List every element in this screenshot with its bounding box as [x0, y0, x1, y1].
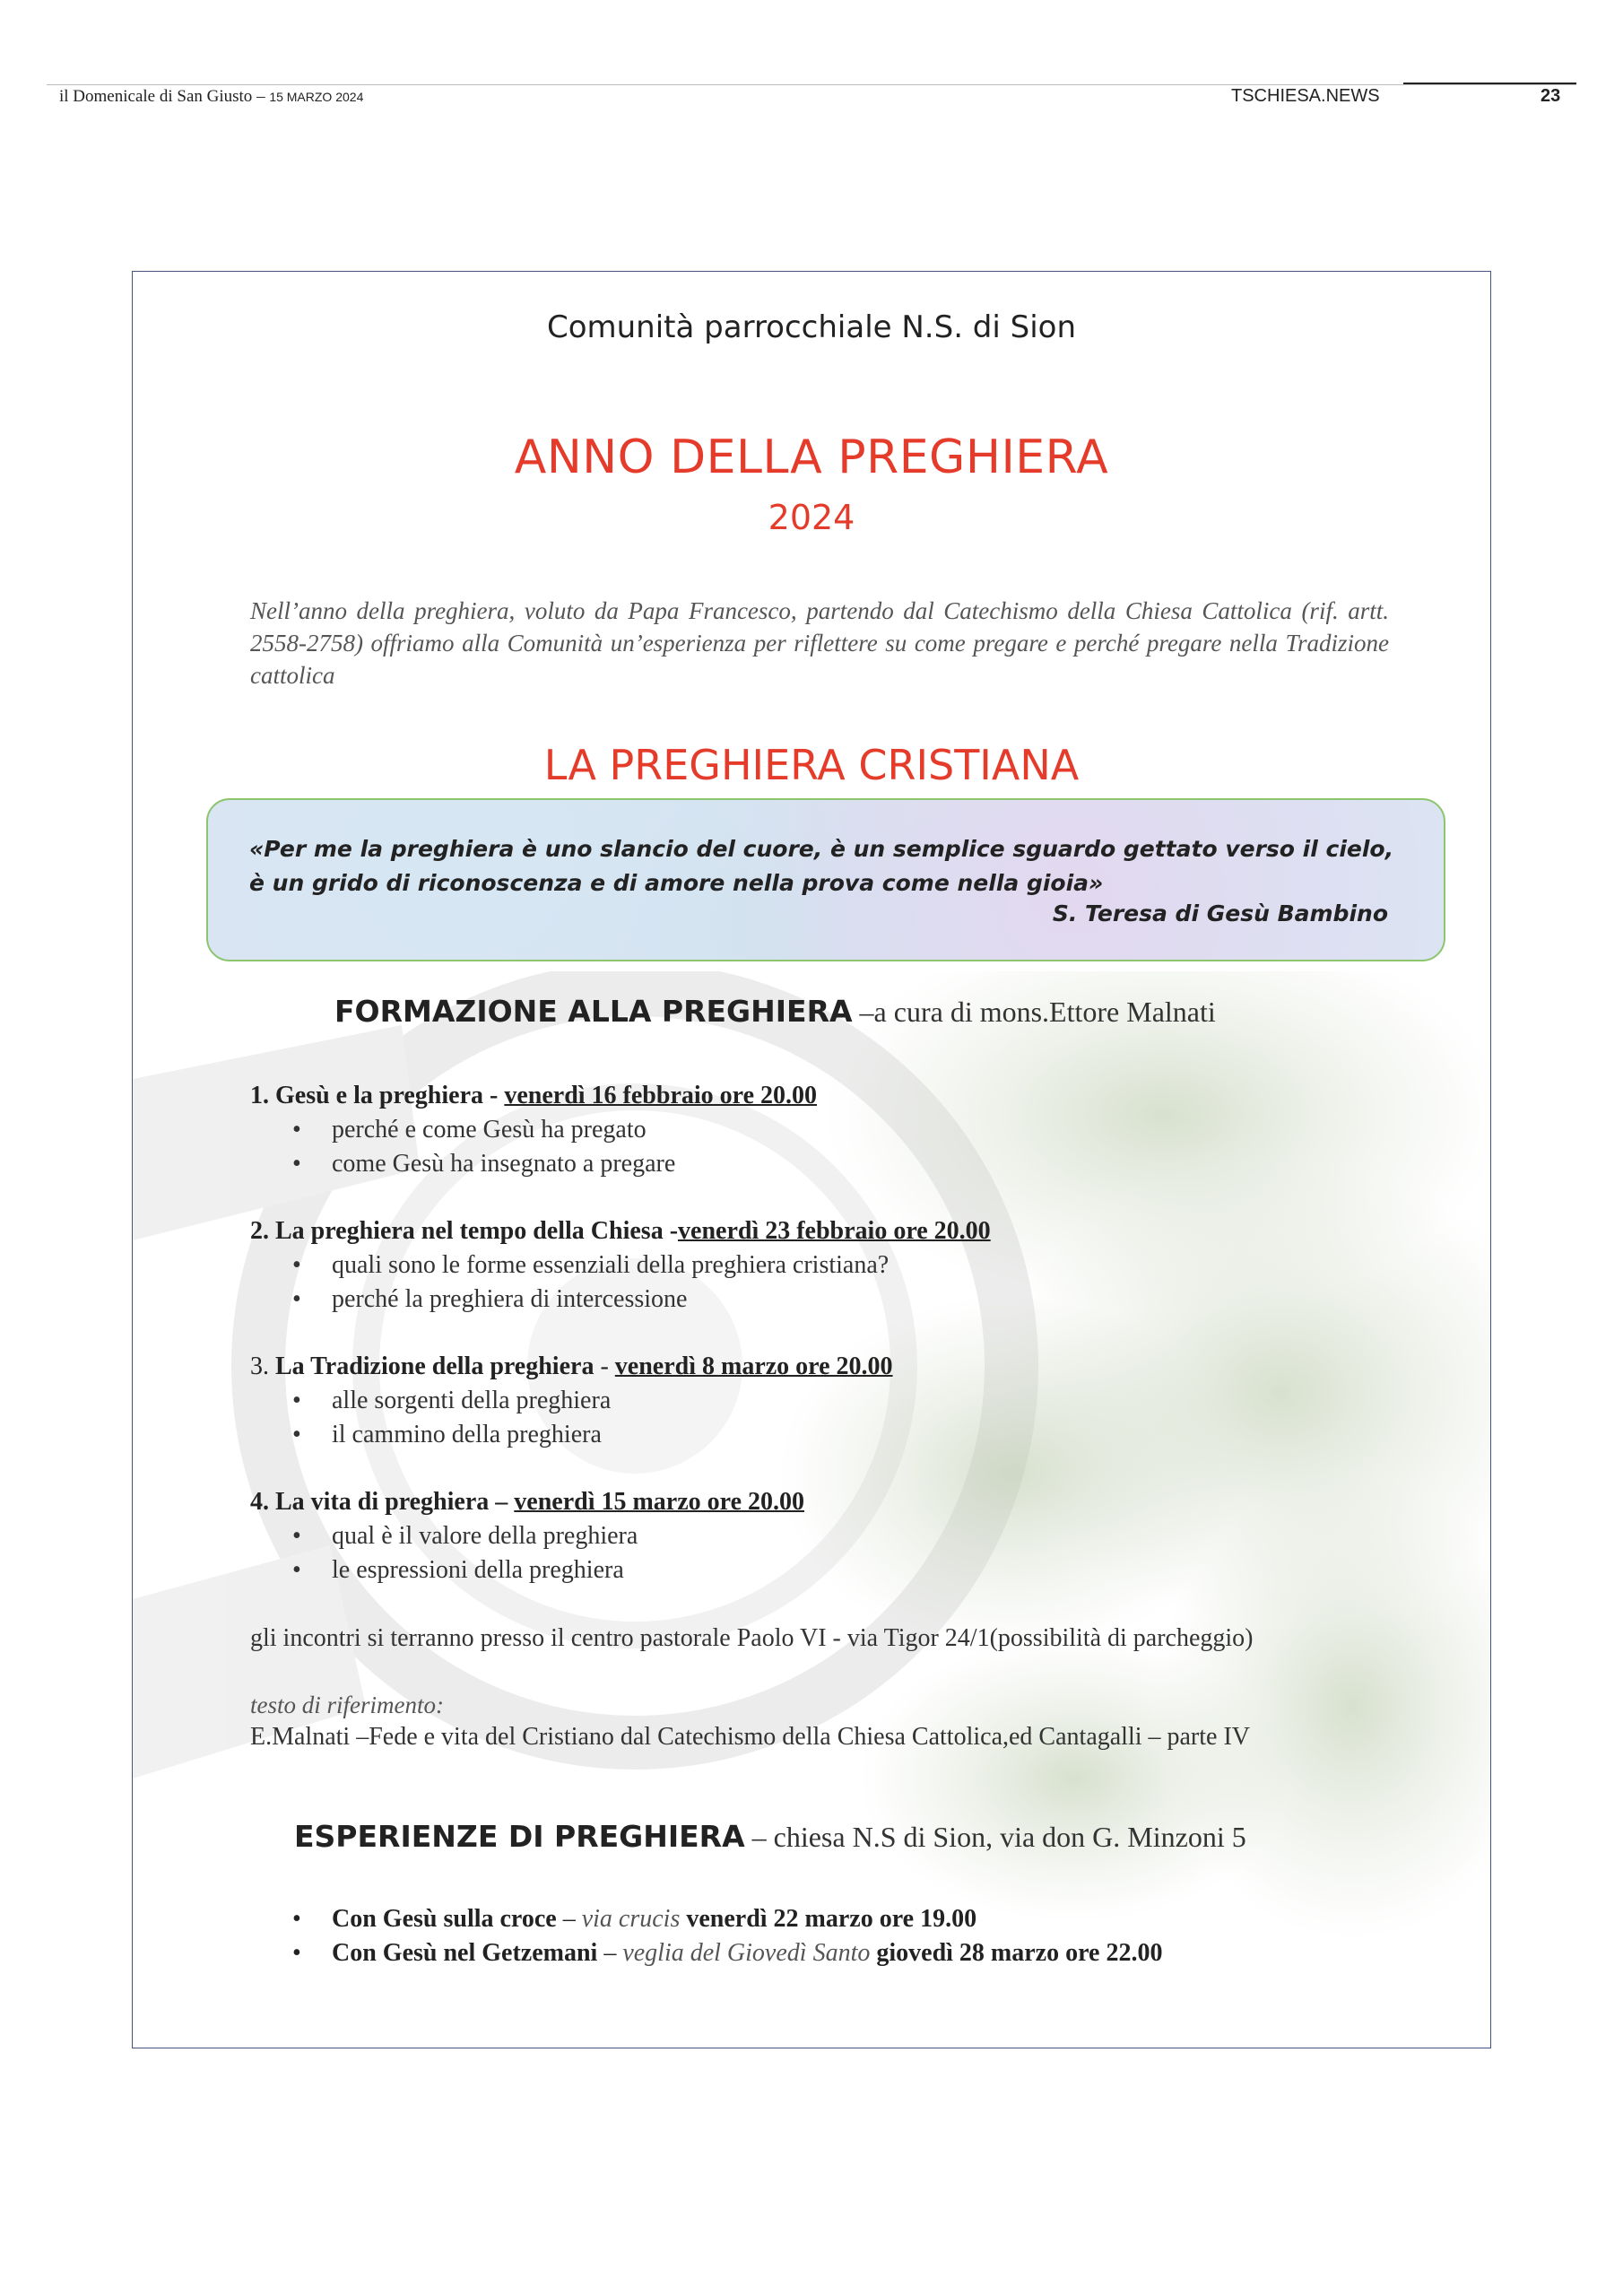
header-separator: –: [256, 87, 265, 106]
esperienze-location: – chiesa N.S di Sion, via don G. Minzoni 5: [751, 1821, 1246, 1853]
bullet-point: [292, 1387, 611, 1415]
formazione-heading: [334, 994, 1216, 1029]
bullet-point: [292, 1251, 889, 1280]
bullet-icon: •: [292, 1251, 301, 1279]
reference-text: E.Malnati –Fede e vita del Cristiano dal Catechismo della Chiesa Cattolica,ed Cantagalli – parte IV: [250, 1723, 1251, 1751]
item-separator: -: [594, 1352, 615, 1380]
bullet-icon: •: [292, 1285, 301, 1313]
flyer-title: ANNO DELLA PREGHIERA: [514, 430, 1109, 484]
formazione-curator: –a cura di mons.Ettore Malnati: [859, 996, 1216, 1028]
item-title: La Tradizione della preghiera: [275, 1352, 595, 1380]
bullet-text: quali sono le forme essenziali della preghiera cristiana?: [332, 1251, 890, 1279]
item-date: venerdì 16 febbraio ore 20.00: [504, 1082, 818, 1109]
flyer-year: 2024: [768, 498, 855, 537]
bullet-icon: •: [292, 1387, 301, 1414]
bullet-icon: •: [292, 1150, 301, 1178]
bullet-point: [292, 1116, 647, 1144]
formazione-item: [250, 1082, 817, 1110]
flyer-subtitle: LA PREGHIERA CRISTIANA: [543, 741, 1080, 789]
esperienza-item: [292, 1905, 976, 1934]
bullet-point: [292, 1556, 624, 1585]
bullet-text: il cammino della preghiera: [332, 1421, 602, 1448]
esperienza-title: Con Gesù sulla croce: [332, 1905, 557, 1933]
bullet-point: [292, 1150, 675, 1178]
item-title: 4. La vita di preghiera –: [250, 1488, 515, 1516]
item-number: 3.: [250, 1352, 275, 1380]
esperienza-title: Con Gesù nel Getzemani: [332, 1939, 598, 1967]
esperienza-type: veglia del Giovedì Santo: [622, 1939, 871, 1967]
flyer-panel: [132, 271, 1491, 2048]
header-rule: [47, 84, 1576, 85]
intro-paragraph: Nell’anno della preghiera, voluto da Papa Francesco, partendo dal Catechismo della Chiesa Cattolica (rif. artt. 2558-2758) offriamo alla Comunità un’esperienza per riflettere su come pregare e perché pregare nella Tradizione cattolica: [250, 597, 1389, 689]
item-date: venerdì 15 marzo ore 20.00: [514, 1488, 805, 1516]
quote-box: [206, 798, 1445, 961]
bullet-text: perché la preghiera di intercessione: [332, 1285, 688, 1313]
item-date: venerdì 23 febbraio ore 20.00: [678, 1217, 991, 1245]
esperienze-heading: [294, 1819, 1246, 1854]
flyer-content: [133, 272, 1490, 2048]
community-name: Comunità parrocchiale N.S. di Sion: [546, 309, 1077, 345]
item-date: venerdì 8 marzo ore 20.00: [614, 1352, 893, 1380]
bullet-icon: •: [292, 1905, 301, 1933]
header-page-rule: [1403, 83, 1576, 84]
esperienza-item: [292, 1939, 1162, 1968]
formazione-title: FORMAZIONE ALLA PREGHIERA: [334, 994, 853, 1029]
esperienza-when: giovedì 28 marzo ore 22.00: [870, 1939, 1163, 1967]
reference-label: testo di riferimento:: [250, 1692, 444, 1718]
header-site: TSCHIESA.NEWS: [1231, 86, 1380, 106]
publication-date: 15 MARZO 2024: [269, 90, 364, 104]
esperienza-when: venerdì 22 marzo ore 19.00: [680, 1905, 977, 1933]
bullet-text: alle sorgenti della preghiera: [332, 1387, 612, 1414]
venue-note: gli incontri si terranno presso il centro pastorale Paolo VI - via Tigor 24/1(possibilità di parcheggio): [250, 1624, 1254, 1652]
header-publication: [59, 87, 363, 107]
bullet-text: qual è il valore della preghiera: [332, 1522, 638, 1550]
publication-name: il Domenicale di San Giusto: [59, 87, 253, 106]
esperienze-title: ESPERIENZE DI PREGHIERA: [294, 1819, 745, 1854]
bullet-text: perché e come Gesù ha pregato: [332, 1116, 647, 1144]
bullet-icon: •: [292, 1421, 301, 1448]
bullet-icon: •: [292, 1116, 301, 1144]
bullet-icon: •: [292, 1522, 301, 1550]
esperienza-dash: –: [597, 1939, 623, 1967]
bullet-icon: •: [292, 1556, 301, 1584]
esperienza-type: via crucis: [581, 1905, 681, 1933]
quote-author: S. Teresa di Gesù Bambino: [1052, 900, 1388, 926]
page-number: 23: [1541, 86, 1561, 106]
formazione-item: [250, 1217, 991, 1246]
item-title: 2. La preghiera nel tempo della Chiesa -: [250, 1217, 679, 1245]
formazione-item: [250, 1488, 804, 1517]
bullet-icon: •: [292, 1939, 301, 1967]
bullet-point: [292, 1285, 687, 1314]
formazione-item: [250, 1352, 893, 1381]
bullet-point: [292, 1522, 638, 1551]
bullet-text: le espressioni della preghiera: [332, 1556, 624, 1584]
bullet-text: come Gesù ha insegnato a pregare: [332, 1150, 676, 1178]
quote-text: «Per me la preghiera è uno slancio del cuore, è un semplice sguardo gettato verso il cielo, è un grido di riconoscenza e di amore nella prova come nella gioia»: [249, 836, 1394, 896]
bullet-point: [292, 1421, 602, 1449]
esperienza-dash: –: [556, 1905, 582, 1933]
item-title: 1. Gesù e la preghiera -: [250, 1082, 505, 1109]
